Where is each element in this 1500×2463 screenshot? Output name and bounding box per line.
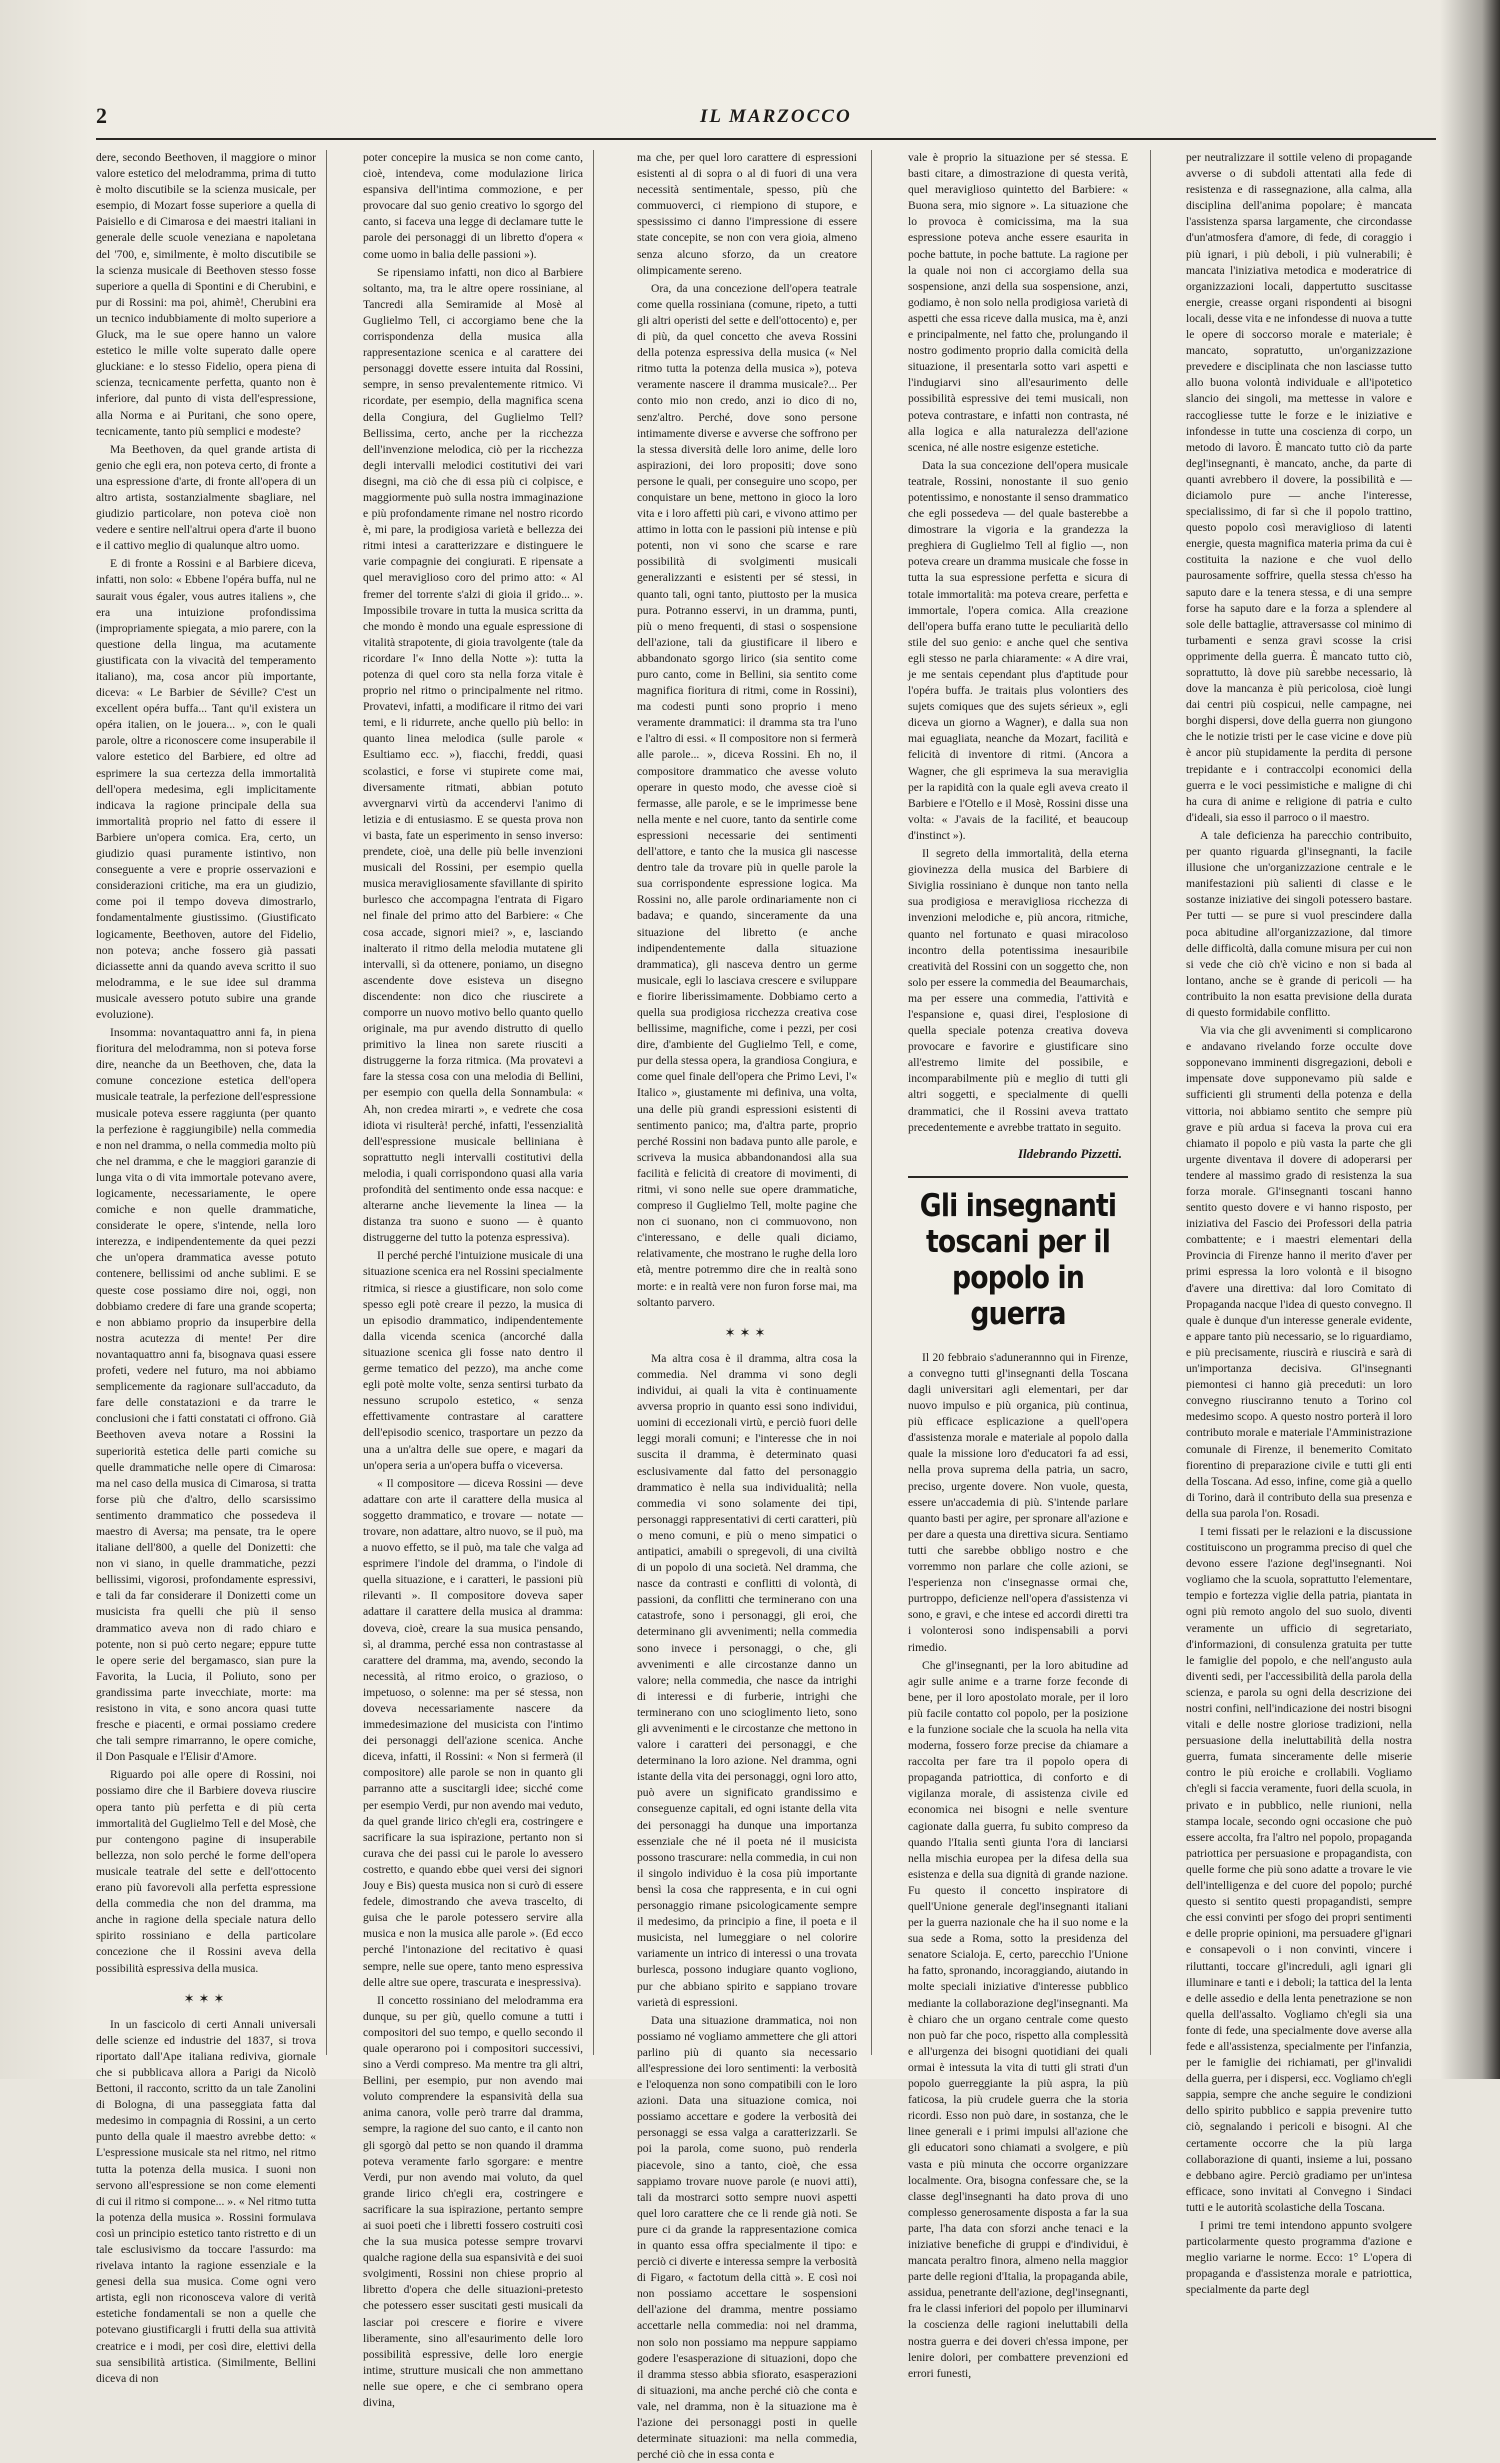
paragraph: Il perché perché l'intuizione musicale di una situazione scenica era nel Rossini specialmente ritmica, si riesce a giustificare, non solo come spesso egli potè creare il pezzo, la musica di un episodio drammatico, indipendentemente dalla vicenda scenica (ancorché dalla situazione scenica gli fosse nato dentro il germe tematico del pezzo), ma anche come egli potè molte volte, senza sentirsi turbato da nessuno scrupolo estetico, « senza effettivamente contrastare al carattere dell'episodio scenico, trasportare un pezzo da una a un'altra delle sue opere, e magari da un'opera seria a un'opera buffa o viceversa. [363, 1249, 583, 1472]
paragraph: In un fascicolo di certi Annali universali delle scienze ed industrie del 1837, si trova riportato dall'Ape italiana rediviva, giornale che si pubblicava allora a Parigi da Nicolò Bettoni, il racconto, scritto da un tale Zanolini di Bologna, di una passeggiata fatta dal medesimo in compagnia di Rossini, a un certo punto della quale il maestro avrebbe detto: « L'espressione musicale sta nel ritmo, nel ritmo tutta la potenza della musica. I suoni non servono all'espressione se non come elementi di cui il ritmo si compone... ». « Nel ritmo tutta la potenza della musica ». Rossini formulava così un principio estetico tanto ristretto e di un tale esclusivismo da toccare l'assurdo: ma rivelava intanto la ragione essenziale e la genesi della sua musica. Come ogni vero artista, egli non riconosceva valore di verità estetiche fondamentali se non a quelle che potevano giustificargli i frutti della sua attività creatrice e i modi, per così dire, elettivi della sua sensibilità artistica. (Similmente, Bellini diceva di non [96, 2017, 316, 2385]
paragraph: A tale deficienza ha parecchio contribuito, per quanto riguarda gl'insegnanti, la facile illusione che un'organizzazione centrale e le manifestazioni più salienti di classe e le sostanze iniziative dei singoli potessero bastare. Per tutti — se pure si vuol prescindere dalla poca abitudine all'organizzazione, dal timore delle difficoltà, dalla comune misura per cui non si vede che ciò ch'è vicino e non si bada al lontano, anche se è grande di pericoli — ha contribuito la non esatta previsione della durata di questo formidabile conflitto. [1186, 828, 1412, 1019]
paragraph: Ma altra cosa è il dramma, altra cosa la commedia. Nel dramma vi sono degli individui, ai quali la vita è continuamente avversa proprio in quanto essi sono individui, uomini di eccezionali virtù, e perciò fuori delle leggi morali comuni; e l'interesse che in noi suscita il dramma, è determinato quasi esclusivamente dal fatto del personaggio drammatico è nella sua individualità; nella commedia vi sono solamente dei tipi, personaggi rappresentativi di certi caratteri, più o meno comuni, e più o meno simpatici o antipatici, amabili o spregevoli, di una civiltà di un popolo di una società. Nel dramma, che nasce da contrasti e conflitti di volontà, di passioni, da conflitti che terminerano con una catastrofe, sono i personaggi, gli eroi, che determinano gli avvenimenti; nella commedia sono invece i personaggi, o che, gli avvenimenti e alle circostanze danno un valore; nella commedia, che nasce da intrighi di interessi e di furberie, intrighi che terminerano con uno scioglimento lieto, sono gli avvenimenti e le circostanze che mettono in valore i caratteri dei personaggi, e che determinano la loro azione. Nel dramma, ogni istante della vita dei personaggi, ogni loro atto, può avere un significato grandissimo e conseguenze capitali, ed ogni istante della vita dei personaggi ha dunque una importanza essenziale che né il poeta né il musicista possono trascurare: nella commedia, in cui non il singolo individuo è la cosa più importante bensì la cosa che rappresenta, e in cui ogni personaggio rimane psicologicamente sempre il medesimo, da principio a fine, il poeta e il musicista, nel lumeggiare o nel colorire variamente un intrico di interessi o una trovata burlesca, possono indugiare quanto vogliono, pur che abbiano spirito e sappiano trovare varietà di espressioni. [637, 1351, 857, 2009]
binding-shadow [1440, 0, 1500, 2079]
paragraph: Ma Beethoven, da quel grande artista di genio che egli era, non poteva certo, di fronte a una espressione d'arte, di fronte all'opera di un altro artista, sostanzialmente sbagliare, nel giudizio particolare, non poteva cioè non vedere e sentire nell'altrui opera d'arte il buono e il cattivo meglio di qualunque altro uomo. [96, 442, 316, 553]
column-rule [593, 150, 594, 2055]
section-divider-stars: ✶✶✶ [724, 1324, 770, 1340]
paragraph: dere, secondo Beethoven, il maggiore o minor valore estetico del melodramma, prima di tutto è molto discutibile se la scienza musicale, per esempio, di Mozart fosse superiore a quella di Paisiello e di Cimarosa e dei maestri italiani in generale delle scuole veneziana e napoletana del '700, e, similmente, è molto discutibile se la scienza musicale di Beethoven stesso fosse superiore a quella di Spontini e di Cherubini, e pur di Rossini: ma poi, ahimè!, Cherubini era un tecnico indubbiamente di molto superiore a Gluck, ma le sue opere hanno un valore estetico le mille volte superato dalle opere gluckiane: e lo stesso Fidelio, opera piena di scienza, tecnicamente perfetta, quanto non è inferiore, dal punto di vista dell'espressione, alla Norma e ai Puritani, che sono opere, tecnicamente, tanto più semplici e modeste? [96, 151, 316, 438]
column-2 [363, 150, 583, 2410]
article-separator-rule [908, 1176, 1128, 1178]
column-rule [1150, 150, 1151, 2055]
paragraph: Il segreto della immortalità, della eterna giovinezza della musica del Barbiere di Siviglia rossiniano è dunque non tanto nella sua prodigiosa e meravigliosa ricchezza di invenzioni melodiche e, più ancora, ritmiche, quanto nel fortunato e quasi miracoloso incontro della potentissima inesauribile creatività del Rossini con un soggetto che, non solo per essere la commedia del Beaumarchais, ma per essere una commedia, l'attività e l'espansione e, quasi direi, l'esplosione di quella speciale potenza creativa doveva provocare e favorire e giustificare sino all'estremo limite del possibile, e incomparabilmente più e meglio di tutti gli altri soggetti, e specialmente di quelli drammatici, che il Rossini aveva trattato precedentemente e avrebbe trattato in seguito. [908, 847, 1128, 1134]
paragraph: Riguardo poi alle opere di Rossini, noi possiamo dire che il Barbiere doveva riuscire opera tanto più perfetta e di più certa immortalità del Guglielmo Tell e del Mosè, che pur contengono pagine di insuperabile bellezza, non solo perché le forme dell'opera musicale teatrale del sette e dell'ottocento erano più favorevoli alla perfetta espressione della commedia che non del dramma, ma anche in ragione della speciale natura dello spirito rossiniano e della particolare concezione che il Rossini aveva della possibilità espressiva della musica. [96, 1768, 316, 1975]
paragraph: I primi tre temi intendono appunto svolgere particolarmente questo programma d'azione e meglio variarne le norme. Ecco: 1° L'opera di propaganda e d'assistenza morale e patriottica, specialmente da parte degl [1186, 2219, 1412, 2297]
section-divider-stars: ✶✶✶ [183, 1990, 229, 2006]
paragraph: poter concepire la musica se non come canto, cioè, intendeva, come modulazione lirica espansiva dell'intima commozione, e per provocare dal suo genio creativo lo sgorgo del canto, si faceva una legge di declamare tutte le parole dei personaggi di un libretto d'opera « come uomo in balia delle passioni »). [363, 151, 583, 261]
column-5 [1186, 150, 1413, 2297]
page-number: 2 [96, 103, 107, 128]
masthead-title: IL MARZOCCO [700, 106, 852, 127]
paragraph: Il 20 febbraio s'adunerannno qui in Firenze, a convegno tutti gl'insegnanti della Toscana dagli universitari agli elementari, per dar nuovo impulso e più organica, più continua, più efficace esplicazione a quell'opera d'assistenza morale e materiale al popolo dalla quale la missione loro d'educatori fa ad essi, nella prova suprema della patria, un sacro, preciso, urgente dovere. Non vuole, questa, essere un'accademia di più. S'intende parlare quanto basti per agire, per spronare all'azione e per dare a questa una direttiva sicura. Sentiamo tutti che sarebbe obbligo nostro e che vorremmo non parlare che colle azioni, se l'esperienza non c'insegnasse ormai che, purtroppo, deficienze nell'opera d'assistenza vi sono, e gravi, e che intese ed accordi diretti tra i volonterosi sono indispensabili a porvi rimedio. [908, 1350, 1128, 1654]
paragraph: E di fronte a Rossini e al Barbiere diceva, infatti, non solo: « Ebbene l'opéra buffa, nul ne saurait vous égaler, vous autres italiens », che era una intuizione profondissima (impropriamente spiegata, a mio parere, con la questione della lingua, ma acutamente giustificata con la vivacità del temperamento italiano), ma, cosa ancor più importante, diceva: « Le Barbier de Séville? C'est un excellent opéra buffa... Tant qu'il existera un opéra italien, on le jouera... », con le quali parole, oltre a riconoscere come insuperabile il valore estetico del Barbiere, ed oltre ad esprimere la sua certezza della immortalità dell'opera medesima, egli implicitamente indicava la ragione principale della sua immortalità proprio nel fatto di essere il Barbiere un'opera comica. Era, certo, un giudizio quasi puramente istintivo, non conseguente a vere e proprie osservazioni e considerazioni critiche, ma era un giudizio, come poi il tempo doveva dimostrarlo, fondamentalmente giustissimo. (Giustificato logicamente, Beethoven, autore del Fidelio, non poteva; anche fossero già passati diciassette anni da quando aveva scritto il suo melodramma, e le sue idee sul dramma musicale avessero potuto subire una grande evoluzione). [96, 557, 316, 1021]
paragraph: Che gl'insegnanti, per la loro abitudine ad agir sulle anime e a trarne forze feconde di bene, per il loro apostolato morale, per il loro più facile contatto col popolo, per la posizione e la funzione sociale che la scuola ha nella vita moderna, fossero forze precise da chiamare a raccolta per fare tra il popolo opera di propaganda patriottica, di conforto e di vigilanza morale, di assistenza civile ed economica nei bisogni e nelle sventure cagionate dalla guerra, fu subito compreso da quando l'Italia sentì giunta l'ora di lanciarsi nella mischia europea per la difesa della sua esistenza e della sua dignità di grande nazione. Fu questo il concetto inspiratore di quell'Unione generale degl'insegnanti italiani per la guerra nazionale che ha il suo nome e la sua sede a Roma, sotto la presidenza del senatore Scialoja. E, certo, parecchio l'Unione ha fatto, spronando, incoraggiando, aiutando in molte speciali iniziative d'interesse pubblico mediante la collaborazione degl'insegnanti. Ma è chiaro che un organo centrale come questo non può far che poco, rispetto alla complessità e all'urgenza dei bisogni quotidiani dei quali ormai è intessuta la vita di tutti gli strati d'un popolo guerreggiante la più aspra, la più faticosa, la più crudele guerra che la storia ricordi. Esso non può dare, in sostanza, che le linee generali e i primi impulsi all'azione che gli educatori sono chiamati a svolgere, e più vasta e più minuta che occorre organizzare localmente. Ora, bisogna confessare che, se la classe degl'insegnanti ha dato prova di uno complesso generosamente disposta a far la sua parte, l'ha data con sforzi anche tenaci e la iniziative benefiche di gruppi e d'individui, è mancata peraltro finora, almeno nella maggior parte delle regioni d'Italia, la propaganda abile, assidua, penetrante dell'azione, degl'insegnanti, fra le classi inferiori del popolo per illuminarvi la coscienza delle ragioni ineluttabili della nostra guerra e dei doveri ch'essa impone, per lenire dolori, per combattere prevenzioni ed errori funesti, [908, 1658, 1128, 2380]
paragraph: Il concetto rossiniano del melodramma era dunque, su per giù, quello comune a tutti i compositori del suo tempo, e quello secondo il quale operarono poi i compositori successivi, sino a Verdi compreso. Ma mentre tra gli altri, Bellini, per esempio, pur non avendo mai voluto comprendere la espansività della sua anima canora, volle però trarre dal dramma, sempre, la ragione del suo canto, e il canto non gli sgorgò dal petto se non quando il dramma poteva veramente farlo sgorgare: e mentre Verdi, pur non avendo mai voluto, da quel grande lirico ch'egli era, costringere e sacrificare la sua ispirazione, pertanto sempre ai suoi poeti che i libretti fossero costruiti così che la sua musica potesse sempre trovarvi qualche ragione della sua espansività e dei suoi svolgimenti, Rossini non chiese proprio al libretto d'opera che delle situazioni-pretesto che potessero esser suscitati gesti musicali da lasciar poi crescere e fiorire e vivere liberamente, sino all'esaurimento delle loro possibilità espressive, delle loro energie intime, strutture musicali che non ammettano nelle sue opere, e che ci sembrano opera divina, [363, 1993, 583, 2410]
header-rule [96, 138, 1436, 140]
article-headline: Gli insegnanti toscani per il popolo in guerra [919, 1187, 1117, 1332]
paragraph: Data una situazione drammatica, noi non possiamo né vogliamo ammettere che gli attori parlino più di quanto sia necessario all'espressione dei loro sentimenti: la verbosità e l'eloquenza non sono compatibili con le loro azioni. Data una situazione comica, noi possiamo accettare e godere la verbosità dei personaggi se essa valga a caratterizzarli. Se poi la parola, come suono, può renderla piacevole, sino a tanto, cioè, che essa sappiamo trovare nuove parole (e nuovi atti), tali da mostrarci sotto sempre nuovi aspetti quel loro carattere che ce li rende già noti. Se pure ci da grande la rappresentazione comica in quanto essa offra specialmente il tipo: e perciò ci diverte e interessa sempre la verbosità di Figaro, « factotum della città ». E così noi non possiamo accettare le sospensioni dell'azione del dramma, mentre possiamo accettarle nella commedia: noi nel dramma, non solo non possiamo ma neppure sappiamo godere l'esasperazione di situazioni, dopo che il dramma stesso abbia sfiorato, esasperazioni di situazioni, ma anche perché ciò che conta e vale, nel dramma, non è la situazione ma è l'azione dei personaggi posti in quelle determinate situazioni: ma nella commedia, perché ciò che in essa conta e [637, 2013, 857, 2462]
column-3 [637, 150, 857, 2462]
paragraph: per neutralizzare il sottile veleno di propagande avverse o di subdoli attentati alla fede di resistenza e di rassegnazione, alla calma, alla disciplina dell'anima popolare; è mancata l'assistenza sparsa largamente, che circondasse d'un'atmosfera d'amore, di fede, di coraggio i più ignari, i più deboli, i più vulnerabili; è mancata l'iniziativa metodica e moderatrice di organizzazioni locali, dappertutto suscitasse energie, creasse organi rispondenti ai bisogni locali, desse vita e ne infondesse di nuova a tutte le opere di soccorso morale e materiale; è mancato, sopratutto, un'organizzazione prevedere e disciplinata che non lasciasse tutto allo buona volontà individuale e all'ipotetico slancio dei singoli, ma mettesse in valore e raccogliesse tutte le forze e le iniziative e infondesse in tutte una coscienza di corpo, un metodo di lavoro. È mancato tutto ciò da parte degl'insegnanti, è mancato, anche, da parte di quanti avrebbero il dovere, la possibilità e — diciamolo pure — anche l'interesse, specialissimo, di far sì che il popolo trattino, questo popolo così meraviglioso di latenti energie, questa magnifica materia prima da cui è costituita la nazione e che vuol dello paurosamente soffrire, quella stessa ch'esso ha saputo dare e la tenera stessa, e di una sempre forse ha saputo dare e la forza a splendere al sole delle battaglie, attraversasse col minimo di turbamenti e senza gravi scosse la crisi opprimente della guerra. È mancato tutto ciò, soprattutto, là dove più sarebbe necessario, là dove la mancanza è più pericolosa, cioè lungi dai centri più cospicui, nelle campagne, nei borghi dispersi, dove della guerra non giungono che le notizie tristi per le case vicine e dove più è ancor più stupidamente la perdita di persone trepidante e i contraccolpi economici della guerra e le voci pessimistiche e maligne di chi ha cura di anime e religione di patria e culto d'ideali, sia esso il parroco o il maestro. [1186, 151, 1413, 824]
paragraph: Via via che gli avvenimenti si complicarono e andavano rivelando forze occulte dove sopponevano imminenti disgregazioni, deboli e impensate dove supponevamo più salde e sufficienti gli strumenti della potenza e della vittoria, noi abbiamo sentito che sempre più grave e più ardua si faceva la prova cui era chiamato il popolo e più vasta la parte che gli urgente diventava il dovere di adoperarsi per tendere al massimo grado di resistenza la sua forza morale. Gl'insegnanti toscani hanno sentito questo dovere e vi hanno risposto, per iniziativa del Fascio dei Professori della patria combattente; e i maestri elementari della Provincia di Firenze hanno il merito d'aver per primi espressa la loro volontà e il bisogno d'avere una direttiva: dal loro Comitato di Propaganda nacque l'idea di questo convegno. Il quale è dunque d'un interesse generale evidente, e appare tanto più necessario, se lo riguardiamo, e più precisamente, riuscirà e riuscirà e sarà di un'importanza decisiva. Gl'insegnanti piemontesi ci hanno già preceduti: un loro convegno riusciranno tenuto a Torino col medesimo scopo. A questo nostro porterà il loro contributo morale e materiale l'Amministrazione comunale di Firenze, il benemerito Comitato fiorentino di preparazione civile e tutti gli enti della Toscana. Ad esso, infine, come già a quello di Torino, darà il contributo della sua presenza e della sua parola l'on. Rosadi. [1186, 1024, 1412, 1520]
paragraph: Insomma: novantaquattro anni fa, in piena fioritura del melodramma, non si poteva forse dire, neanche da un Beethoven, che, data la comune concezione estetica dell'opera musicale teatrale, la perfezione dell'espressione musicale poteva essere raggiunta (per quanto la perfezione è raggiungibile) nella commedia e non nel dramma, o nella commedia molto più che nel dramma, e che le maggiori garanzie di lunga vita o di vita immortale potevano avere, logicamente, necessariamente, le opere comiche e non quelle drammatiche, considerate le opere, s'intende, nella loro interezza, e indipendentemente da quei pezzi che un'opera drammatica avesse potuto contenere, bellissimi od anche sublimi. E se queste cose possiamo dire noi, oggi, non dobbiamo credere di fare una grande scoperta; e non abbiamo proprio da insuperbire della nostra acutezza di mente! Per dire novantaquattro anni fa, bisognava quasi essere profeti, vedere nel futuro, ma noi abbiamo semplicemente da ragionare sull'accaduto, da fare delle constatazioni e da trarre le conclusioni che i fatti constatati ci offrono. Già Beethoven aveva notare a Rossini la superiorità estetica delle parti comiche su quelle drammatiche nelle opere di Cimarosa: ma nel caso della musica di Cimarosa, si tratta forse più che d'altro, dello scarsissimo sentimento drammatico che possedeva il maestro di Aversa; ma pensate, tra le opere italiane dell'800, a quelle del Donizetti: che non vi siano, in quelle drammatiche, pezzi bellissimi, vigorosi, profondamente espressivi, e tali da far considerare il Donizetti come un musicista fra quelli che più il senso drammatico aveva non di rado chiaro e potente, non si può certo negare; eppure tutte le opere serie del bergamasco, sian pure la Favorita, la Lucia, il Poliuto, sono per grandissima parte invecchiate, morte: ma resistono in vita, e sono ancora quasi tutte fresche e piacenti, e ormai possiamo credere che tali sempre rimarranno, le opere comiche, il Don Pasquale e l'Elisir d'Amore. [96, 1026, 317, 1764]
author-signature: Ildebrando Pizzetti. [1017, 1145, 1122, 1161]
column-rule [326, 150, 327, 2055]
paragraph: Ora, da una concezione dell'opera teatrale come quella rossiniana (comune, ripeto, a tutti gli altri operisti del sette e dell'ottocento) e, per di più, da quel concetto che aveva Rossini della potenza espressiva della musica (« Nel ritmo tutta la potenza della musica »), poteva veramente nascere il dramma musicale?... Per conto mio non credo, anzi io dico di no, senz'altro. Perché, dove sono persone intimamente diverse e avverse che soffrono per la stessa diversità delle loro anime, delle loro aspirazioni, dei loro propositi; dove sono persone le quali, per conseguire uno scopo, per conquistare un bene, mettono in gioco la loro vita e i loro affetti più cari, e vivono attimo per attimo in lotta con le passioni più intense e più potenti, non vi sono che scarse e rare possibilità di svolgimenti musicali generalizzanti e esistenti per sé stessi, in quanto tali, ogni tanto, piuttosto per la musica pura. Potranno esservi, in un dramma, punti, più o meno frequenti, di stasi o sospensione dell'azione, tali da giustificare il libero e abbandonato sgorgo lirico (sia sentito come puro canto, come in Bellini, sia sentito come magnifica fioritura di ritmi, come in Rossini), ma codesti punti sono proprio i meno veramente drammatici: il dramma sta tra l'uno e l'altro di essi. « Il compositore non si fermerà alle parole... », diceva Rossini. Eh no, il compositore drammatico che avesse voluto operare in questo modo, che avesse cioè si fermasse, alle parole, e se le imprimesse bene nella mente e nel cuore, tanto da sentirle come espressioni necessarie dei sentimenti dell'attore, e tanto che la musica gli nascesse dentro tale da trovare più in quelle parole la sua corrispondente espressione logica. Ma Rossini no, alle parole ordinariamente non ci badava; e quando, sinceramente da una situazione del libretto (e anche indipendentemente dalla situazione drammatica), gli nasceva dentro un germe musicale, egli lo lasciava crescere e sviluppare e fiorire liberissimamente. Dobbiamo certo a quella sua prodigiosa ricchezza creativa cose bellissime, magnifiche, come i pezzi, per cosi dire, d'ambiente del Guglielmo Tell, e come, pur della stessa opera, la grandiosa Congiura, e come quel finale dell'opera che Primo Levi, l'« Italico », giustamente mi definiva, una volta, una delle più grandi espressioni esistenti di sentimento panico; ma, d'altra parte, proprio perché Rossini non badava punto alle parole, e scriveva la musica abbandonandosi alla sua facilità e felicità di creatore di movimenti, di ritmi, vi sono nelle sue opere drammatiche, compreso il Guglielmo Tell, molte pagine che non ci suonano, non ci commuovono, non c'interessano, e delle quali diciamo, relativamente, che mostrano le rughe della loro età, mentre potremmo dire che in realtà sono morte: e in realtà vere non furon forse mai, ma soltanto parvero. [637, 281, 857, 1309]
paragraph: « Il compositore — diceva Rossini — deve adattare con arte il carattere della musica al soggetto drammatico, e trovare — notate — trovare, non adattare, altro nuovo, se il può, ma a nuovo effetto, se il può, ma tale che valga ad esprimere l'indole del dramma, o l'indole di quella situazione, e i caratteri, le passioni più rilevanti ». Il compositore doveva saper adattare il carattere della musica al dramma: doveva, cioè, creare la sua musica pensando, sì, al dramma, perché essa non contrastasse al carattere del dramma, ma, avendo, secondo la necessità, al ritmo eroico, o grazioso, o impetuoso, o solenne: ma per sé stessa, non doveva necessariamente nascere da immedesimazione del musicista con l'intimo dei personaggi dell'azione scenica. Anche diceva, infatti, il Rossini: « Non si fermerà (il compositore) alle parole se non in quanto gli parranno atte a suscitargli idee; sicché come per esempio Verdi, pur non avendo mai veduto, da quel grande lirico ch'egli era, costringere e sacrificare la sua ispirazione, pertanto non si curava che dei passi cui le parole lo avessero costretto, e quando ebbe quei versi dei signori Jouy e Bis) questa musica non si curò di essere fedele, dimostrando che aveva trascelto, di guisa che le parole potessero servire alla musica e non la musica alle parole ». (Ed ecco perché l'intonazione del recitativo è quasi sempre, nelle sue opere, tanto meno espressiva delle altre sue opere, trascurata e inespressiva). [363, 1476, 583, 1989]
paragraph: Data la sua concezione dell'opera musicale teatrale, Rossini, nonostante il suo genio potentissimo, e nonostante il senso drammatico che egli possedeva — del quale basterebbe a dimostrare la vigoria e la grandezza la preghiera di Guglielmo Tell al figlio —, non poteva creare un dramma musicale che fosse in tutta la sua espressione perfetta e sicura di totale immortalità: ma poteva creare, perfetta e immortale, l'opera comica. Alla creazione dell'opera buffa erano tutte le peculiarità dello stile del suo genio: e anche quel che sentiva egli stesso ne parla chiaramente: « A dire vrai, je me sentais cependant plus d'aptitude pour l'opéra buffa. Je traitais plus volontiers des sujets comiques que des sujets sérieux », egli diceva un giorno a Wagner), e dalla sua non mai eguagliata, neanche da Mozart, facilità e felicità di inventore di ritmi. (Ancora a Wagner, che gli esprimeva la sua meraviglia per la rapidità con la quale egli aveva creato il Barbiere e l'Otello e il Mosè, Rossini disse una volta: « J'avais de la facilité, et beaucoup d'instinct »). [908, 458, 1128, 842]
column-1 [96, 150, 317, 2385]
paragraph: I temi fissati per le relazioni e la discussione costituiscono un programma preciso di quel che devono essere l'azione degl'insegnanti. Noi vogliamo che la scuola, soprattutto l'elementare, tempio e fortezza viglie della patria, piantata in ogni più remoto angolo del suo suolo, diventi veramente un ufficio di segretariato, d'informazioni, di consulenza gratuita per tutte le famiglie del popolo, e che nell'angusto aula diventi sedi, per l'accessibilità della parola della scienza, e parola su ogni della descrizione dei nostri confini, nell'indicazione dei nostri bisogni vitali e delle nostre gloriose tradizioni, nella persuasione della ineluttabilità della nostra guerra, fumata sinceramente delle miserie contro le più eroiche e crollabili. Vogliamo ch'egli si faccia veramente, fuori della scuola, in privato e in pubblico, nelle riunioni, nella stampa locale, secondo ogni occasione che può essere accolta, fra l'altro nel popolo, propaganda patriottica per persuasione e propagandista, con quelle forme che più sono adatte a trovare le vie dell'intelligenza e del cuore del popolo; purché questo si sentito questi propagandisti, sempre che essi convinti per sfogo dei propri sentimenti e delle proprie opinioni, ma persuadere gl'ignari e consapevoli o i non convinti, vincere i riluttanti, toccare gl'increduli, agli ignari gli illuminare e tanti e i deboli; la tattica del la lenta e delle assedio e della lenta penetrazione se non quella dell'assalto. Vogliamo ch'egli sia una fonte di fede, una specialmente dove averse alla fede e all'assistenza, specialmente per l'infanzia, per le famiglie dei richiamati, per gl'invalidi della guerra, per i dispersi, ecc. Vogliamo ch'egli sappia, sempre che anche seguire le condizioni dello spirito pubblico e sappia prevenire tutto ciò, segnalando i pericoli e bisogni. Al che certamente occorre che la più larga collaborazione di quanti, insieme a lui, possano e debbano agire. Perciò gradiamo per un'intesa efficace, sono invitati al Convegno i Sindaci tutti e le autorità scolastiche della Toscana. [1186, 1524, 1412, 2214]
column-rule [871, 150, 872, 2055]
paragraph: vale è proprio la situazione per sé stessa. E basti citare, a dimostrazione di questa verità, quel meraviglioso quintetto del Barbiere: « Buona sera, mio signore ». La situazione che lo provoca è comicissima, ma la sua espressione poteva anche essere esaurita in poche battute, in poche battute. La ragione per la quale noi non ci accorgiamo della sua sospensione, anzi della sua sospensione, anzi, godiamo, è non solo nella prodigiosa varietà di aspetti che essa riceve dalla musica, ma è, anzi e principalmente, nel fatto che, prolungando il nostro godimento proprio dalla comicità della situazione, il presentarla sotto vari aspetti e l'indugiarvi sino all'esaurimento delle possibilità espressive dei temi musicali, non poteva contrastare, e infatti non contrasta, né alla logica e alla naturalezza dell'azione scenica, né alle nostre esigenze estetiche. [908, 151, 1128, 454]
paragraph: ma che, per quel loro carattere di espressioni esistenti al di sopra o al di fuori di una vera necessità sentimentale, spesso, più che commuoverci, ci riempiono di stupore, e spessissimo ci danno l'impressione di essere state concepite, se non con vera gioia, almeno senza alcuno sforzo, da un creatore olimpicamente sereno. [637, 151, 857, 277]
paragraph: Se ripensiamo infatti, non dico al Barbiere soltanto, ma, tra le altre opere rossiniane, al Tancredi alla Semiramide al Mosè al Guglielmo Tell, ci accorgiamo bene che la corrispondenza della musica alla rappresentazione scenica e al carattere dei personaggi dovette essere intuita dal Rossini, sempre, in senso prevalentemente ritmico. Vi ricordate, per esempio, della magnifica scena della Congiura, del Guglielmo Tell? Bellissima, certo, anche per la ricchezza dell'invenzione melodica, ciò per la ricchezza degli intervalli melodici costitutivi dei vari disegni, ma ciò che di essa più ci colpisce, e maggiormente può sulla nostra immaginazione e più profondamente rimane nel nostro ricordo è, mi pare, la prodigiosa varietà e bellezza dei ritmi intesi a caratterizzare e distinguere le varie compagnie dei congiurati. E ripensate a quel meraviglioso coro del primo atto: « Al fremer del torrente s'alzi di gioia il grido... ». Impossibile trovare in tutta la musica scritta da che mondo è mondo una eguale espressione di vitalità strapotente, di gioia travolgente (tale da ricordare l'« Inno della Notte »): tutta la potenza di quel coro sta nella forza vitale è proprio nel ritmo o principalmente nel ritmo. Provatevi, infatti, a modificare il ritmo dei vari temi, e li ridurrete, anche quello più bello: in quanto linea melodica (sulle parole « Esultiamo ecc. »), fiacchi, freddi, quasi scolastici, e forse vi stupirete come mai, diversamente ritmati, abbian potuto avvergnarvi virtù da accendervi l'animo di letizia e di entusiasmo. E se questa prova non vi basta, fate un esperimento in senso inverso: prendete, cioè, una delle più belle invenzioni musicali del Rossini, per esempio quella musica meravigliosamente sfavillante di spirito burlesco che accompagna l'entrata di Figaro nel finale del primo atto del Barbiere: « Che cosa accade, signori miei? », e, lasciando inalterato il ritmo della melodia mutatene gli intervalli, sì da ottenere, poniamo, un disegno ascendente dove esisteva un disegno discendente: non dico che riuscirete a comporre un nuovo motivo bello quanto quello originale, ma pur avendo distrutto di quello primitivo la linea non sarete riusciti a distruggerne la forza ritmica. (Ma provatevi a fare la stessa cosa con una melodia di Bellini, per esempio con quella della Sonnambula: « Ah, non credea mirarti », e vedrete che cosa idiota vi risulterà! perché, infatti, l'essenzialità dell'espressione musicale belliniana è soprattutto negli intervalli costitutivi della melodia, i quali corrispondono quasi alla varia profondità del sentimento onde essa nacque: e alterarne anche lievemente la linea — la distanza tra suono e suono — è quanto distruggerne del tutto la potenza espressiva). [363, 265, 583, 1245]
column-4 [908, 150, 1128, 2380]
